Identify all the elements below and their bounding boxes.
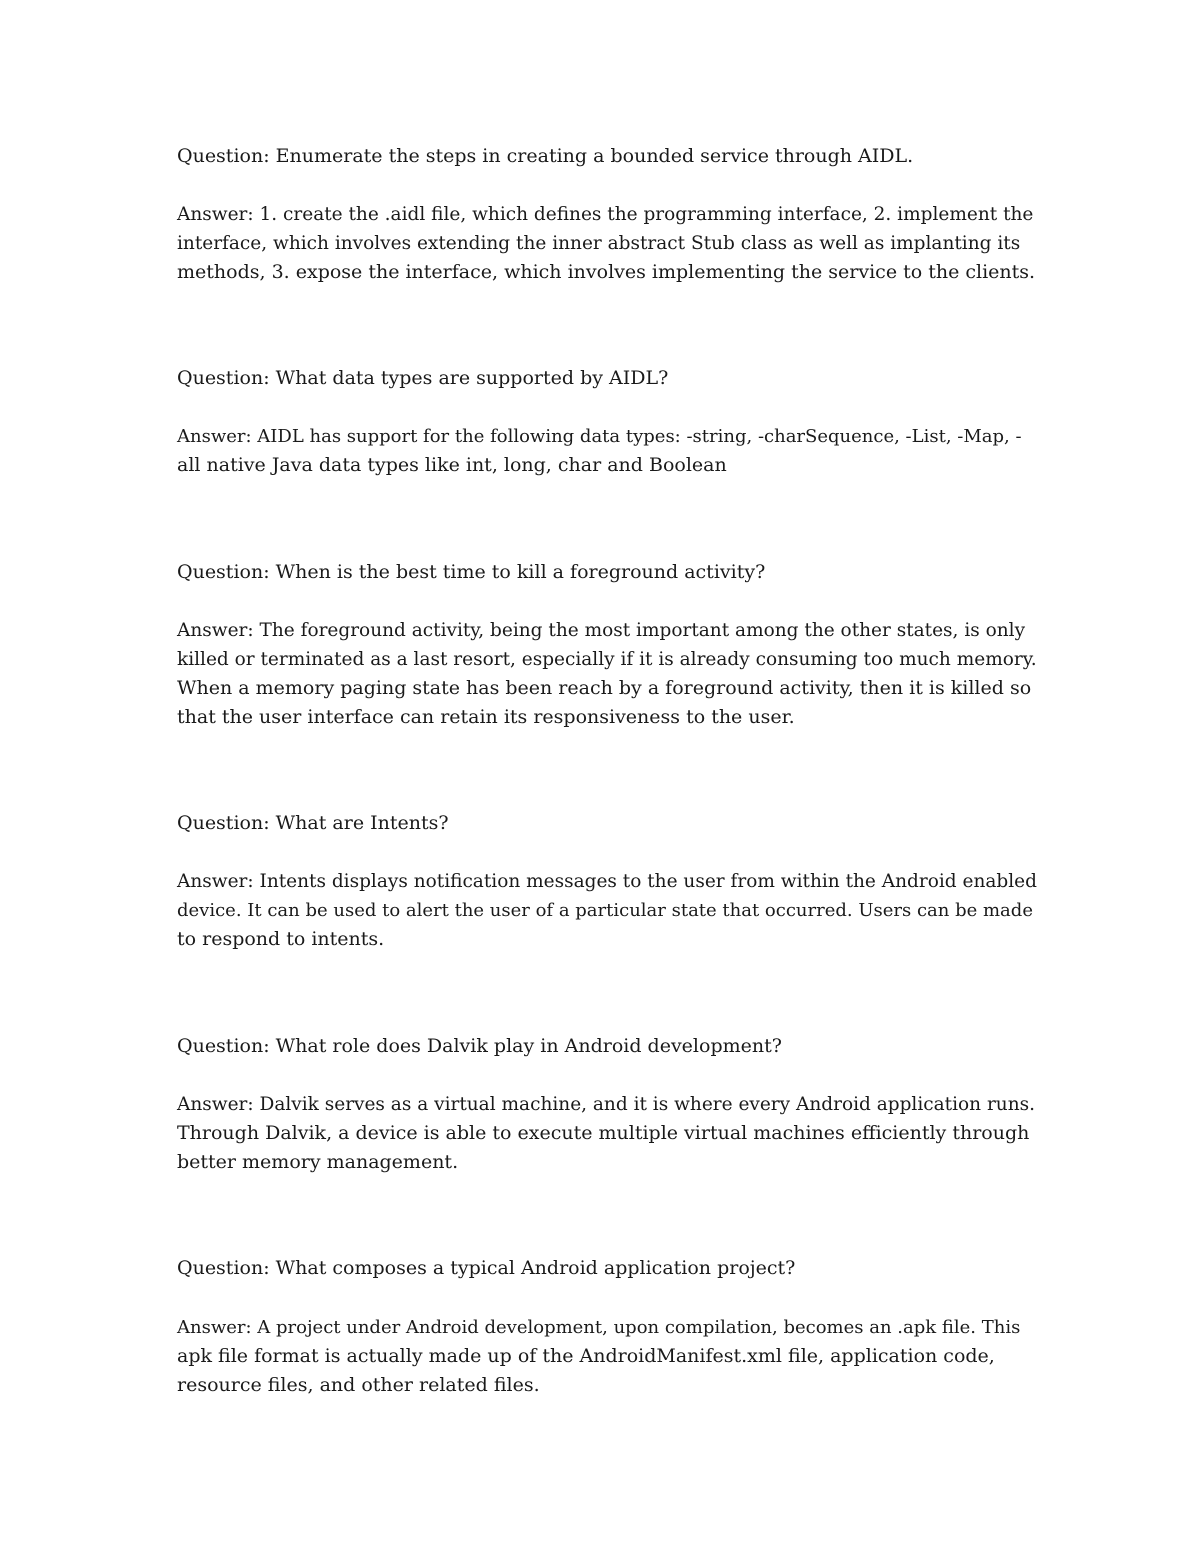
answer-line: Answer: A project under Android development, upon compilation, becomes an .apk file. This [177,1317,1021,1338]
answer-line: to respond to intents. [177,928,385,950]
question-1 [177,142,1037,171]
answer-line: Answer: AIDL has support for the following data types: -string, -charSequence, -List, -Map, - [177,426,1022,447]
question-text: Question: What data types are supported by AIDL? [177,367,669,389]
answer-line: all native Java data types like int, long, char and Boolean [177,454,727,476]
question-4 [177,809,1037,838]
answer-line: that the user interface can retain its responsiveness to the user. [177,706,795,728]
question-text: Question: Enumerate the steps in creating a bounded service through AIDL. [177,145,914,167]
answer-5 [177,1090,1037,1177]
answer-line: device. It can be used to alert the user of a particular state that occurred. Users can be made [177,900,1033,921]
answer-line: Through Dalvik, a device is able to execute multiple virtual machines efficiently through [177,1122,1030,1144]
question-2 [177,364,1037,393]
answer-line: better memory management. [177,1151,459,1173]
answer-4 [177,867,1037,954]
answer-line: Answer: The foreground activity, being the most important among the other states, is only [177,620,1026,641]
answer-line: methods, 3. expose the interface, which involves implementing the service to the clients. [177,261,1036,283]
question-3 [177,558,1037,587]
answer-line: interface, which involves extending the inner abstract Stub class as well as implanting its [177,233,1021,254]
answer-6 [177,1313,1037,1400]
question-text: Question: What are Intents? [177,812,449,834]
answer-line: resource files, and other related files. [177,1374,540,1396]
question-5 [177,1032,1037,1061]
answer-line: apk file format is actually made up of the AndroidManifest.xml file, application code, [177,1345,995,1367]
answer-line: Answer: Intents displays notification messages to the user from within the Android enabled [177,871,1037,892]
answer-line: Answer: Dalvik serves as a virtual machine, and it is where every Android application runs. [177,1094,1035,1115]
question-text: Question: What role does Dalvik play in Android development? [177,1035,782,1057]
answer-line: Answer: 1. create the .aidl file, which defines the programming interface, 2. implement the [177,204,1034,225]
answer-1 [177,200,1037,287]
question-text: Question: When is the best time to kill a foreground activity? [177,561,766,583]
question-6 [177,1254,1037,1283]
answer-2 [177,422,1037,480]
answer-3 [177,616,1037,732]
answer-line: When a memory paging state has been reach by a foreground activity, then it is killed so [177,677,1032,699]
question-text: Question: What composes a typical Android application project? [177,1257,796,1279]
answer-line: killed or terminated as a last resort, especially if it is already consuming too much memory. [177,649,1037,670]
